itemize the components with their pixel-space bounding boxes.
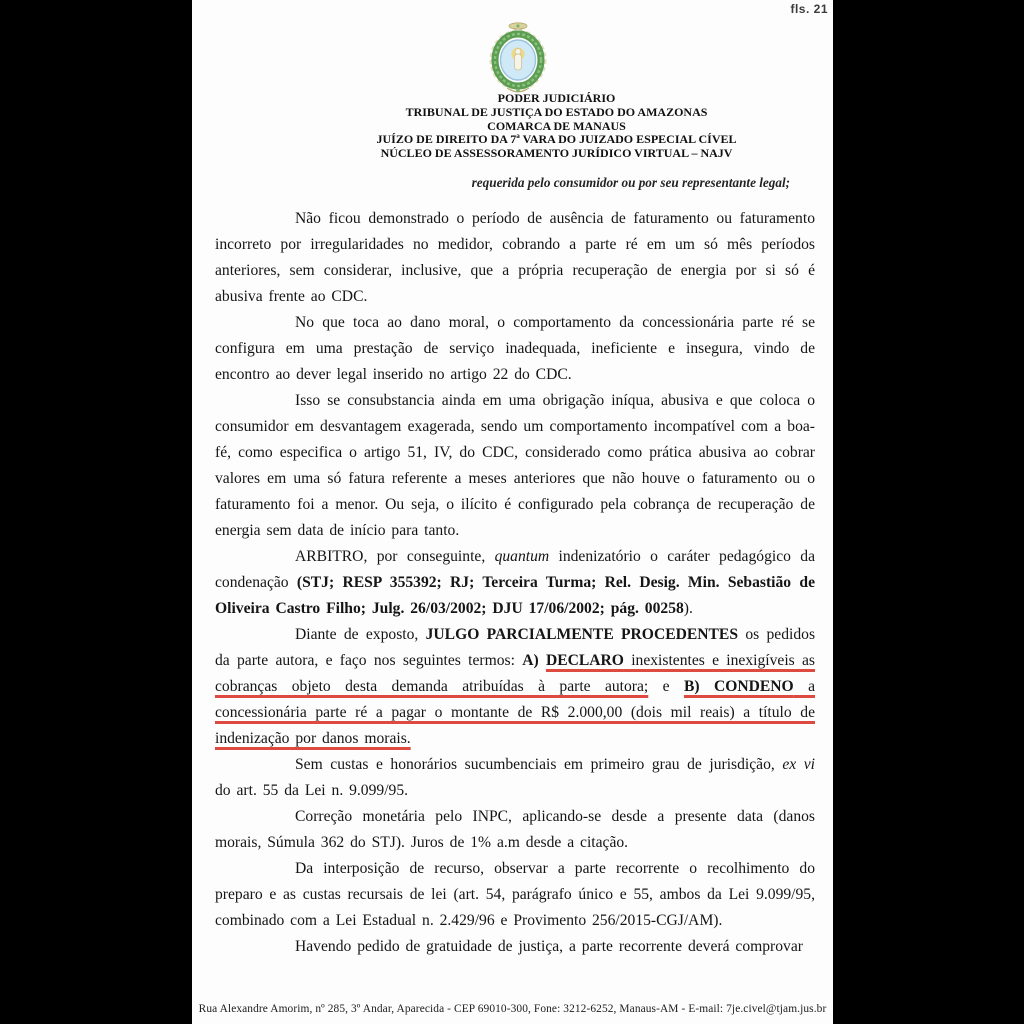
footer-address: Rua Alexandre Amorim, nº 285, 3º Andar, Aparecida - CEP 69010-300, Fone: 3212-6252, Manaus-AM - E-mail: 7je.civel@tjam.jus.br bbox=[198, 1003, 827, 1015]
text-run: A) bbox=[522, 652, 546, 669]
text-run: e bbox=[648, 678, 684, 695]
text-run: ). bbox=[683, 600, 693, 617]
header-line-nucleo: NÚCLEO DE ASSESSORAMENTO JURÍDICO VIRTUAL – NAJV bbox=[380, 146, 733, 161]
text-run: Correção monetária pelo INPC, aplicando-se desde a presente data (danos morais, Súmula 362 do STJ). Juros de 1% a.m desde a citação. bbox=[215, 808, 815, 851]
text-run: (STJ; RESP 355392; RJ; Terceira Turma; Rel. Desig. Min. Sebastião de Oliveira Castro Filho; Julg. 26/03/2002; DJU 17/06/2002; pág. 00258 bbox=[215, 574, 815, 617]
document-page bbox=[192, 0, 833, 1024]
header-line-comarca: COMARCA DE MANAUS bbox=[487, 118, 626, 133]
header-line-juizo: JUÍZO DE DIREITO DA 7ª VARA DO JUIZADO ESPECIAL CÍVEL bbox=[376, 132, 737, 147]
document-body bbox=[215, 206, 815, 960]
header-line-poder-judiciario: PODER JUDICIÁRIO bbox=[497, 91, 616, 105]
court-header bbox=[192, 92, 833, 161]
text-run: ARBITRO, por conseguinte, bbox=[295, 548, 495, 565]
text-run: JULGO PARCIALMENTE PROCEDENTES bbox=[425, 626, 739, 643]
red-underlined-text: inexistentes e inexigíveis as cobranças objeto desta demanda atribuídas à parte autora; bbox=[215, 652, 815, 695]
paragraph bbox=[215, 622, 815, 752]
quoted-fragment: requerida pelo consumidor ou por seu representante legal; bbox=[471, 175, 790, 190]
text-run: Diante de exposto, bbox=[295, 626, 426, 643]
red-underlined-text: a concessionária parte ré a pagar o montante de R$ 2.000,00 (dois mil reais) a título de indenização por danos morais. bbox=[215, 678, 816, 747]
folio-number: fls. 21 bbox=[790, 2, 828, 16]
text-run: Sem custas e honorários sucumbenciais em primeiro grau de jurisdição, bbox=[295, 756, 783, 773]
text-run: Isso se consubstancia ainda em uma obrigação iníqua, abusiva e que coloca o consumidor em desvantagem exagerada, sendo um comportamento incompatível com a boa-fé, como especifica o artigo 51, IV, do CDC, considerado como prática abusiva ao cobrar valores em uma só fatura referente a meses anteriores que não houve o faturamento ou o faturamento foi a menor. Ou seja, o ilícito é configurado pela cobrança de recuperação de energia sem data de início para tanto. bbox=[215, 392, 815, 539]
paragraph bbox=[215, 388, 815, 544]
paragraph bbox=[215, 310, 815, 388]
text-run: os pedidos da parte autora, e faço nos seguintes termos: bbox=[215, 626, 816, 669]
text-run: Não ficou demonstrado o período de ausência de faturamento ou faturamento incorreto por irregularidades no medidor, cobrando a parte ré em um só mês períodos anteriores, sem considerar, inclusive, que a própria recuperação de energia por si só é abusiva frente ao CDC. bbox=[215, 210, 815, 305]
paragraph bbox=[215, 934, 815, 960]
paragraph bbox=[215, 206, 815, 310]
text-run: indenizatório o caráter pedagógico da condenação bbox=[215, 548, 815, 591]
paragraph bbox=[215, 752, 815, 804]
paragraph bbox=[215, 544, 815, 622]
tjam-coat-of-arms-icon bbox=[489, 20, 547, 96]
paragraph bbox=[215, 804, 815, 856]
header-line-tribunal: TRIBUNAL DE JUSTIÇA DO ESTADO DO AMAZONAS bbox=[405, 104, 708, 119]
paragraph bbox=[215, 856, 815, 934]
text-run: Da interposição de recurso, observar a parte recorrente o recolhimento do preparo e as custas recursais de lei (art. 54, parágrafo único e 55, ambos da Lei 9.099/95, combinado com a Lei Estadual n. 2.429/96 e Provimento 256/2015-CGJ/AM). bbox=[215, 860, 815, 929]
text-run: do art. 55 da Lei n. 9.099/95. bbox=[215, 782, 409, 799]
red-underlined-text: DECLARO bbox=[545, 652, 624, 669]
text-run: quantum bbox=[494, 548, 550, 565]
text-run: ex vi bbox=[782, 756, 815, 773]
text-run: No que toca ao dano moral, o comportamento da concessionária parte ré se configura em uma prestação de serviço inadequada, ineficiente e insegura, vindo de encontro ao dever legal inserido no artigo 22 do CDC. bbox=[215, 314, 815, 383]
red-underlined-text: B) CONDENO bbox=[683, 678, 794, 695]
text-run: Havendo pedido de gratuidade de justiça, a parte recorrente deverá comprovar bbox=[295, 938, 803, 955]
